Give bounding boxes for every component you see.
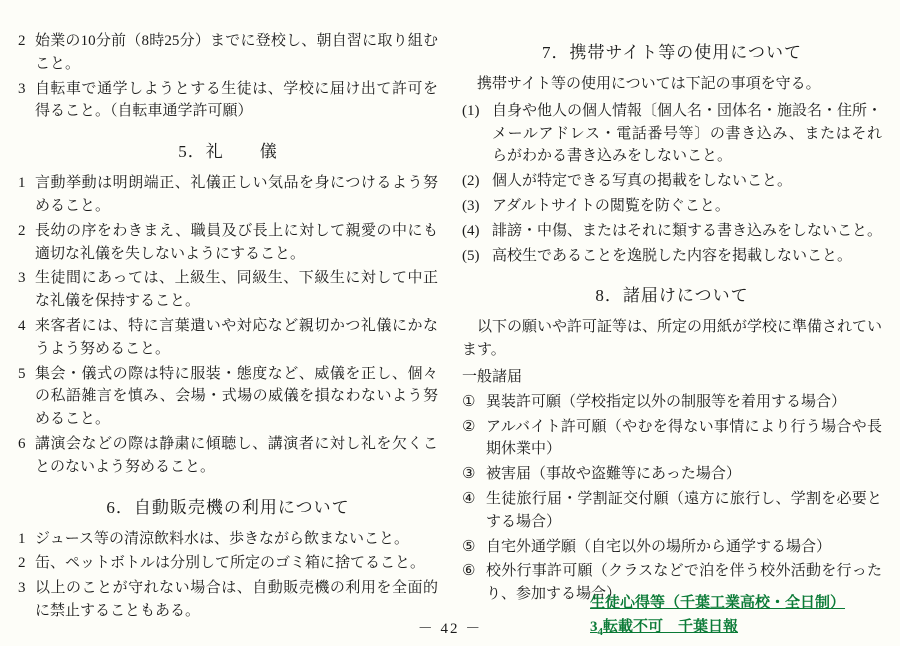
left-column (18, 14, 438, 646)
stamp-notice-prefix: 3 (590, 619, 598, 636)
item-text: 被害届（事故や盗難等にあった場合） (486, 466, 741, 483)
item-text: 校外行事許可願（クラスなどで泊を伴う校外活動を行ったり、参加する場合） (486, 563, 882, 603)
section-title-vending: 6．自動販売機の利用について (106, 497, 350, 517)
section-lead-forms: 以下の願いや許可証等は、所定の用紙が学校に準備されています。 (462, 319, 883, 359)
item-text: アルバイト許可願（やむを得ない事情により行う場合や長期休業中） (486, 418, 882, 458)
item-text: 来客者には、特に言葉遣いや対応など親切かつ礼儀にかなうよう努めること。 (35, 317, 438, 357)
item-number: 2 (18, 222, 26, 239)
list-item (18, 267, 438, 313)
stamp-notice-sub: 4 (597, 626, 603, 639)
item-number: 1 (18, 175, 26, 192)
section-title-mobile-sites: 7．携帯サイト等の使用について (542, 43, 802, 62)
copyright-stamp (590, 593, 890, 640)
item-number: ④ (462, 490, 476, 507)
item-number: 3 (18, 270, 26, 287)
item-text: 生徒間にあっては、上級生、同級生、下級生に対して中正な礼儀を保持すること。 (35, 270, 438, 310)
list-item (18, 78, 438, 124)
item-number: (1) (462, 102, 480, 119)
item-text: 集会・儀式の際は特に服装・態度など、威儀を正し、個々の私語雑言を慎み、会場・式場の威儀を損なわないよう努めること。 (35, 365, 438, 428)
item-number: 2 (18, 555, 26, 572)
item-text: 高校生であることを逸脱した内容を掲載しないこと。 (492, 247, 853, 264)
stamp-notice-line (590, 617, 890, 640)
item-number: ⑥ (462, 563, 476, 580)
item-text: 生徒旅行届・学割証交付願（遠方に旅行し、学割を必要とする場合） (486, 490, 882, 530)
item-text: 以上のことが守れない場合は、自動販売機の利用を全面的に禁止することもある。 (35, 580, 438, 619)
list-item (462, 195, 882, 218)
item-number: ② (462, 418, 476, 435)
item-number: 3 (18, 580, 26, 597)
list-item (18, 552, 438, 575)
list-item (462, 220, 882, 243)
item-text: 自宅外通学願（自宅以外の場所から通学する場合） (486, 538, 832, 555)
list-item (18, 220, 438, 266)
list-item (462, 170, 882, 193)
page-number: － 42 － (417, 621, 483, 637)
item-number: 3 (18, 80, 26, 97)
item-number: 5 (18, 365, 26, 382)
list-item (462, 245, 882, 268)
list-item (18, 30, 438, 76)
section-lead-mobile-sites: 携帯サイト等の使用については下記の事項を守る。 (477, 76, 821, 92)
list-item (18, 172, 438, 218)
item-number: ③ (462, 466, 476, 483)
item-text: ジュース等の清涼飲料水は、歩きながら飲まないこと。 (35, 530, 409, 547)
item-text: 長幼の序をわきまえ、職員及び長上に対して親愛の中にも適切な礼儀を失しないようにすること。 (35, 222, 438, 262)
item-number: (3) (462, 197, 480, 214)
item-text: 缶、ペットボトルは分別して所定のゴミ箱に捨てること。 (35, 555, 426, 572)
item-number: (4) (462, 222, 480, 239)
list-item (18, 315, 438, 361)
item-text: 自転車で通学しようとする生徒は、学校に届け出て許可を得ること。（自転車通学許可願） (35, 80, 438, 120)
item-text: 異装許可願（学校指定以外の制服等を着用する場合） (486, 393, 847, 410)
stamp-notice-rest: 転載不可 千葉日報 (603, 619, 739, 636)
item-number: 4 (18, 317, 26, 334)
item-text: 言動挙動は明朗端正、礼儀正しい気品を身につけるよう努めること。 (35, 175, 438, 214)
item-number: 6 (18, 435, 26, 452)
list-item (462, 463, 882, 486)
item-text: 誹謗・中傷、またはそれに類する書き込みをしないこと。 (492, 222, 883, 239)
list-item (18, 528, 438, 551)
list-item (462, 416, 882, 462)
section-title-forms: 8．諸届けについて (595, 286, 749, 306)
list-item (462, 100, 882, 168)
item-text: 始業の10分前（8時25分）までに登校し、朝自習に取り組むこと。 (35, 33, 438, 72)
list-item (18, 363, 438, 431)
right-column (462, 14, 882, 646)
item-number: (5) (462, 247, 480, 264)
item-number: 1 (18, 530, 26, 547)
item-text: 講演会などの際は静粛に傾聴し、講演者に対し礼を欠くことのないよう努めること。 (35, 435, 438, 475)
list-item (462, 488, 882, 534)
list-item (18, 433, 438, 479)
section-title-rites: 5．礼 儀 (178, 142, 278, 162)
subsection-head-general-forms: 一般諸届 (462, 368, 523, 385)
item-number: ⑤ (462, 538, 476, 555)
item-number: 2 (18, 33, 26, 49)
stamp-source-line: 生徒心得等（千葉工業高校・全日制） (590, 594, 846, 611)
item-number: (2) (462, 173, 480, 190)
item-text: アダルトサイトの閲覧を防ぐこと。 (492, 197, 730, 214)
item-number: ① (462, 393, 476, 410)
item-text: 自身や他人の個人情報〔個人名・団体名・施設名・住所・メールアドレス・電話番号等〕の書き込み、またはそれらがわかる書き込みをしないこと。 (492, 102, 883, 165)
item-text: 個人が特定できる写真の掲載をしないこと。 (492, 173, 793, 190)
list-item (18, 577, 438, 623)
list-item (462, 536, 882, 559)
list-item (462, 391, 882, 414)
